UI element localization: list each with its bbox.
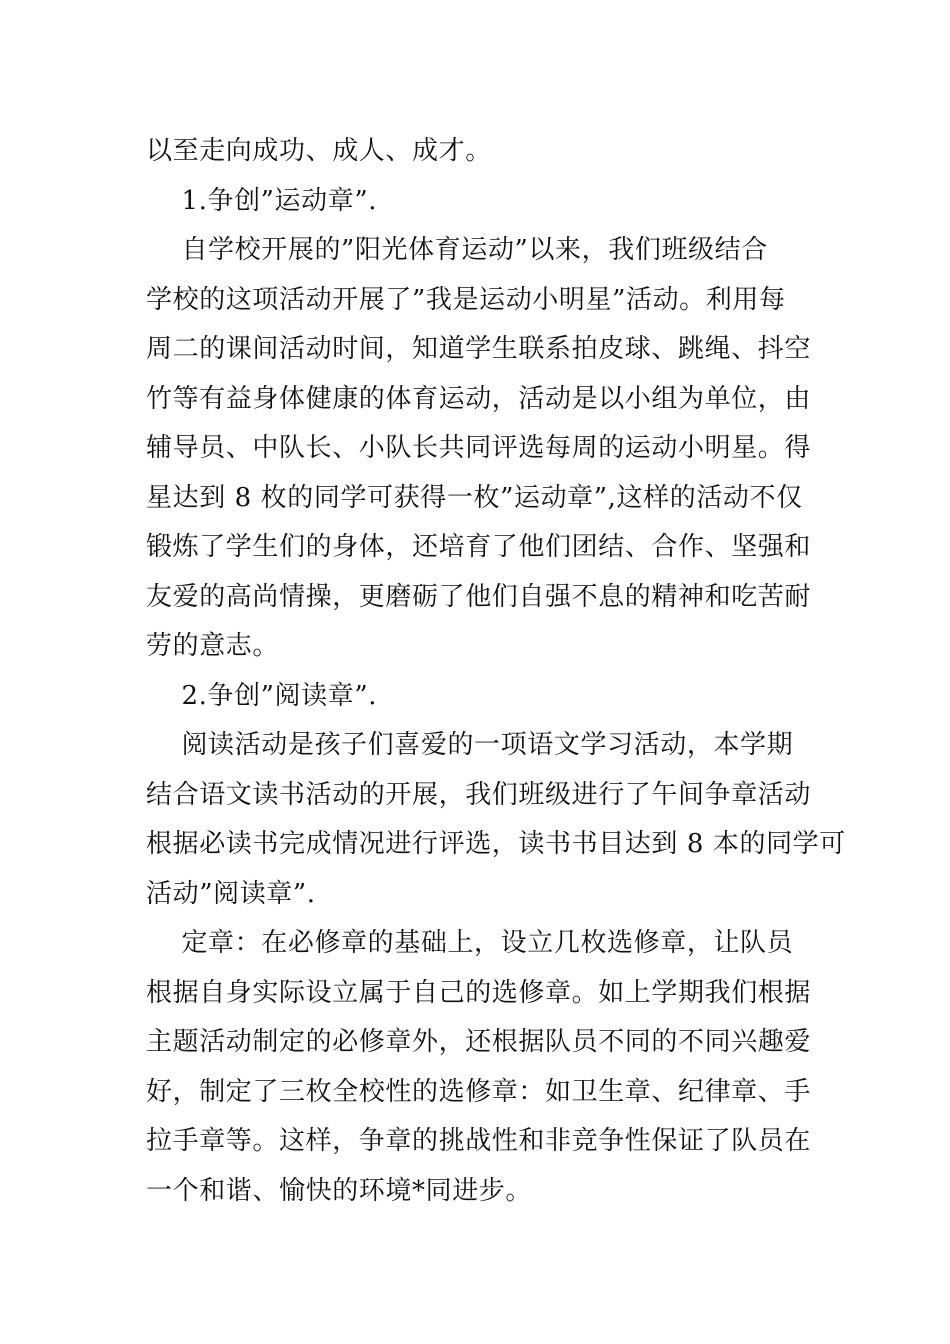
text-line: 周二的课间活动时间，知道学生联系拍皮球、跳绳、抖空 (146, 334, 812, 364)
text-line: 根据自身实际设立属于自己的选修章。如上学期我们根据 (146, 977, 812, 1008)
text-line: 友爱的高尚情操，更磨砺了他们自强不息的精神和吃苦耐 (146, 581, 812, 612)
text-line: 定章：在必修章的基础上，设立几枚选修章，让队员 (146, 928, 794, 958)
text-line: 拉手章等。这样，争章的挑战性和非竞争性保证了队员在 (146, 1126, 812, 1156)
section-heading: 2.争创”阅读章”. (146, 680, 378, 711)
text-line: 劳的意志。 (146, 631, 280, 661)
text-line: 主题活动制定的必修章外，还根据队员不同的不同兴趣爱 (146, 1027, 812, 1057)
text-line: 结合语文读书活动的开展，我们班级进行了午间争章活动 (146, 779, 812, 810)
text-line: 锻炼了学生们的身体，还培育了他们团结、合作、坚强和 (146, 532, 812, 562)
text-line: 根据必读书完成情况进行评选，读书书目达到 8 本的同学可 (146, 829, 846, 859)
text-line: 星达到 8 枚的同学可获得一枚”运动章”,这样的活动不仅 (146, 482, 803, 513)
text-line: 辅导员、中队长、小队长共同评选每周的运动小明星。得 (146, 433, 812, 463)
section-heading: 1.争创”运动章”. (146, 185, 378, 216)
text-line: 一个和谐、愉快的环境*同进步。 (146, 1175, 533, 1206)
text-line: 竹等有益身体健康的体育运动，活动是以小组为单位，由 (146, 383, 812, 414)
text-line: 好，制定了三枚全校性的选修章：如卫生章、纪律章、手 (146, 1076, 812, 1107)
text-line: 学校的这项活动开展了”我是运动小明星”活动。利用每 (146, 284, 786, 315)
text-line: 活动”阅读章”. (146, 878, 316, 909)
text-line: 自学校开展的”阳光体育运动”以来，我们班级结合 (146, 235, 768, 265)
text-line: 阅读活动是孩子们喜爱的一项语文学习活动，本学期 (146, 730, 794, 760)
body-text (146, 127, 846, 1216)
text-line: 以至走向成功、成人、成才。 (146, 136, 492, 166)
